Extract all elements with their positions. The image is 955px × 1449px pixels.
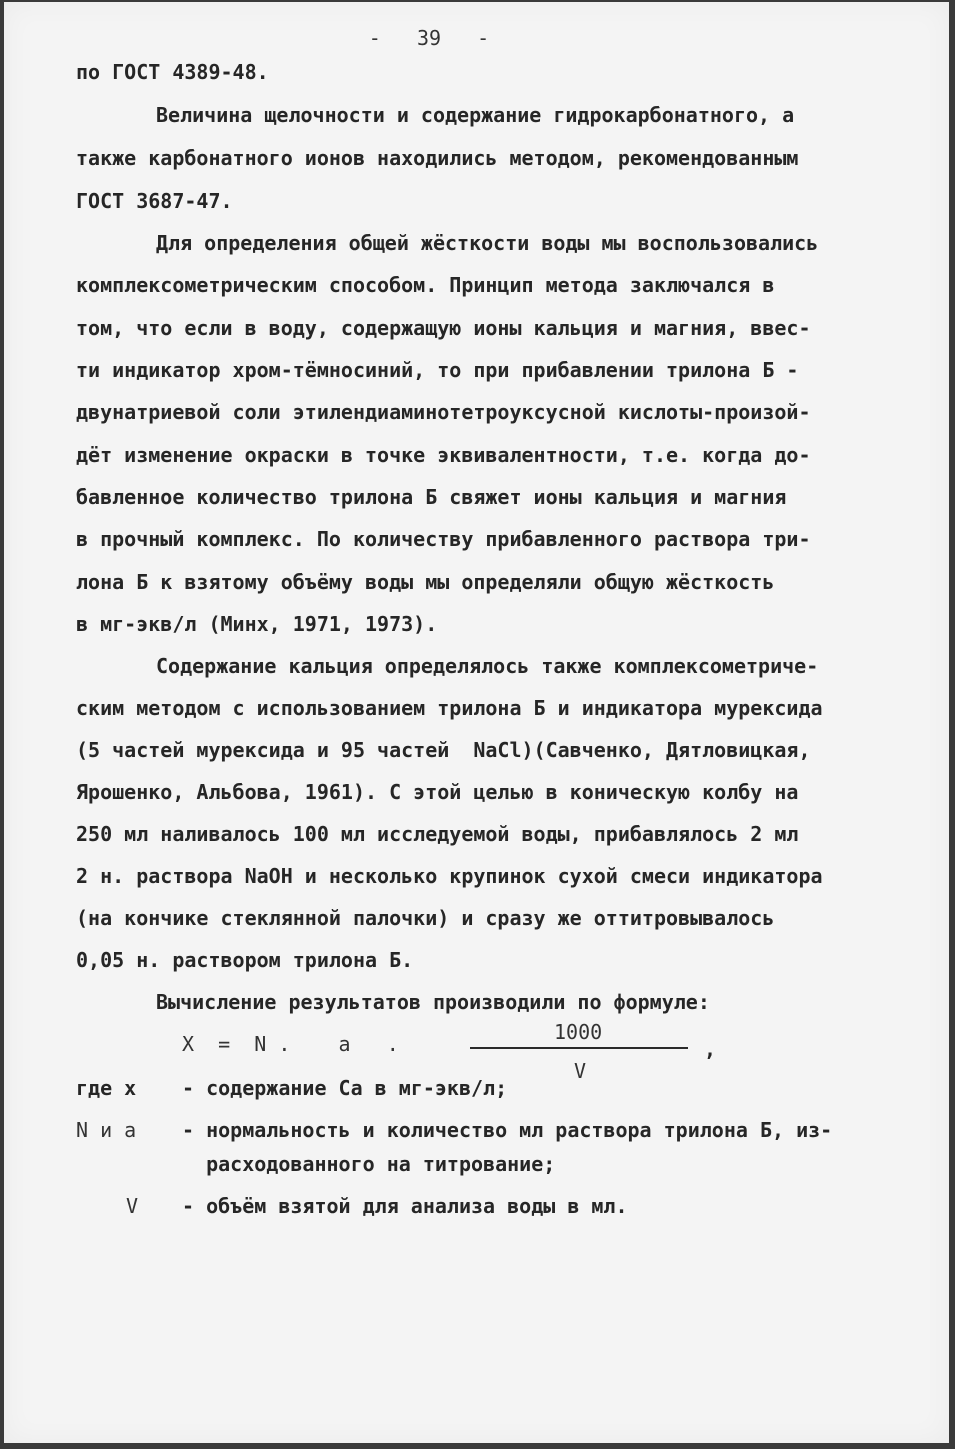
page-number: - 39 -: [368, 26, 490, 50]
definition-desc: расходованного на титрование;: [182, 1152, 556, 1176]
text-line: в прочный комплекс. По количеству прибавленного раствора три-: [76, 527, 811, 551]
text-line: комплексометрическим способом. Принцип метода заключался в: [76, 273, 775, 297]
text-line: (на кончике стеклянной палочки) и сразу же оттитровывалось: [76, 906, 775, 930]
definition-term: N и а: [76, 1118, 137, 1142]
formula-lhs: X = N . a .: [182, 1032, 399, 1056]
document-page: [4, 2, 949, 1443]
text-line: Величина щелочности и содержание гидрокарбонатного, а: [156, 103, 795, 127]
definition-desc: - содержание Са в мг-экв/л;: [182, 1076, 508, 1100]
text-line: Ярошенко, Альбова, 1961). С этой целью в коническую колбу на: [76, 780, 799, 804]
definition-term: где x: [76, 1076, 137, 1100]
fraction-bar: [470, 1047, 688, 1049]
text-line: по ГОСТ 4389-48.: [76, 60, 269, 84]
text-line: Содержание кальция определялось также комплексометриче-: [156, 654, 819, 678]
text-line: 0,05 н. раствором трилона Б.: [76, 948, 414, 972]
definition-desc: - объём взятой для анализа воды в мл.: [182, 1194, 628, 1218]
text-line: ГОСТ 3687-47.: [76, 189, 233, 213]
text-line: двунатриевой соли этилендиаминотетроуксусной кислоты-произой-: [76, 400, 811, 424]
text-line: ти индикатор хром-тёмносиний, то при прибавлении трилона Б -: [76, 358, 799, 382]
text-line: Для определения общей жёсткости воды мы воспользовались: [156, 231, 819, 255]
text-line: лона Б к взятому объёму воды мы определяли общую жёсткость: [76, 570, 775, 594]
text-line: ским методом с использованием трилона Б и индикатора мурексида: [76, 696, 823, 720]
formula-comma: ,: [704, 1037, 717, 1061]
formula-numerator: 1000: [554, 1020, 603, 1044]
definition-desc: - нормальность и количество мл раствора трилона Б, из-: [182, 1118, 833, 1142]
text-line: 2 н. раствора NaOH и несколько крупинок сухой смеси индикатора: [76, 864, 823, 888]
text-line: (5 частей мурексида и 95 частей NaCl)(Савченко, Дятловицкая,: [76, 738, 811, 762]
text-line: дёт изменение окраски в точке эквивалентности, т.е. когда до-: [76, 443, 811, 467]
text-line: также карбонатного ионов находились методом, рекомендованным: [76, 146, 799, 170]
formula-denominator: V: [574, 1059, 587, 1083]
text-line: 250 мл наливалось 100 мл исследуемой воды, прибавлялось 2 мл: [76, 822, 799, 846]
text-line: том, что если в воду, содержащую ионы кальция и магния, ввес-: [76, 316, 811, 340]
text-line: бавленное количество трилона Б свяжет ионы кальция и магния: [76, 485, 787, 509]
text-line: Вычисление результатов производили по формуле:: [156, 990, 710, 1014]
text-line: в мг-экв/л (Минх, 1971, 1973).: [76, 612, 438, 636]
definition-term: V: [126, 1194, 139, 1218]
